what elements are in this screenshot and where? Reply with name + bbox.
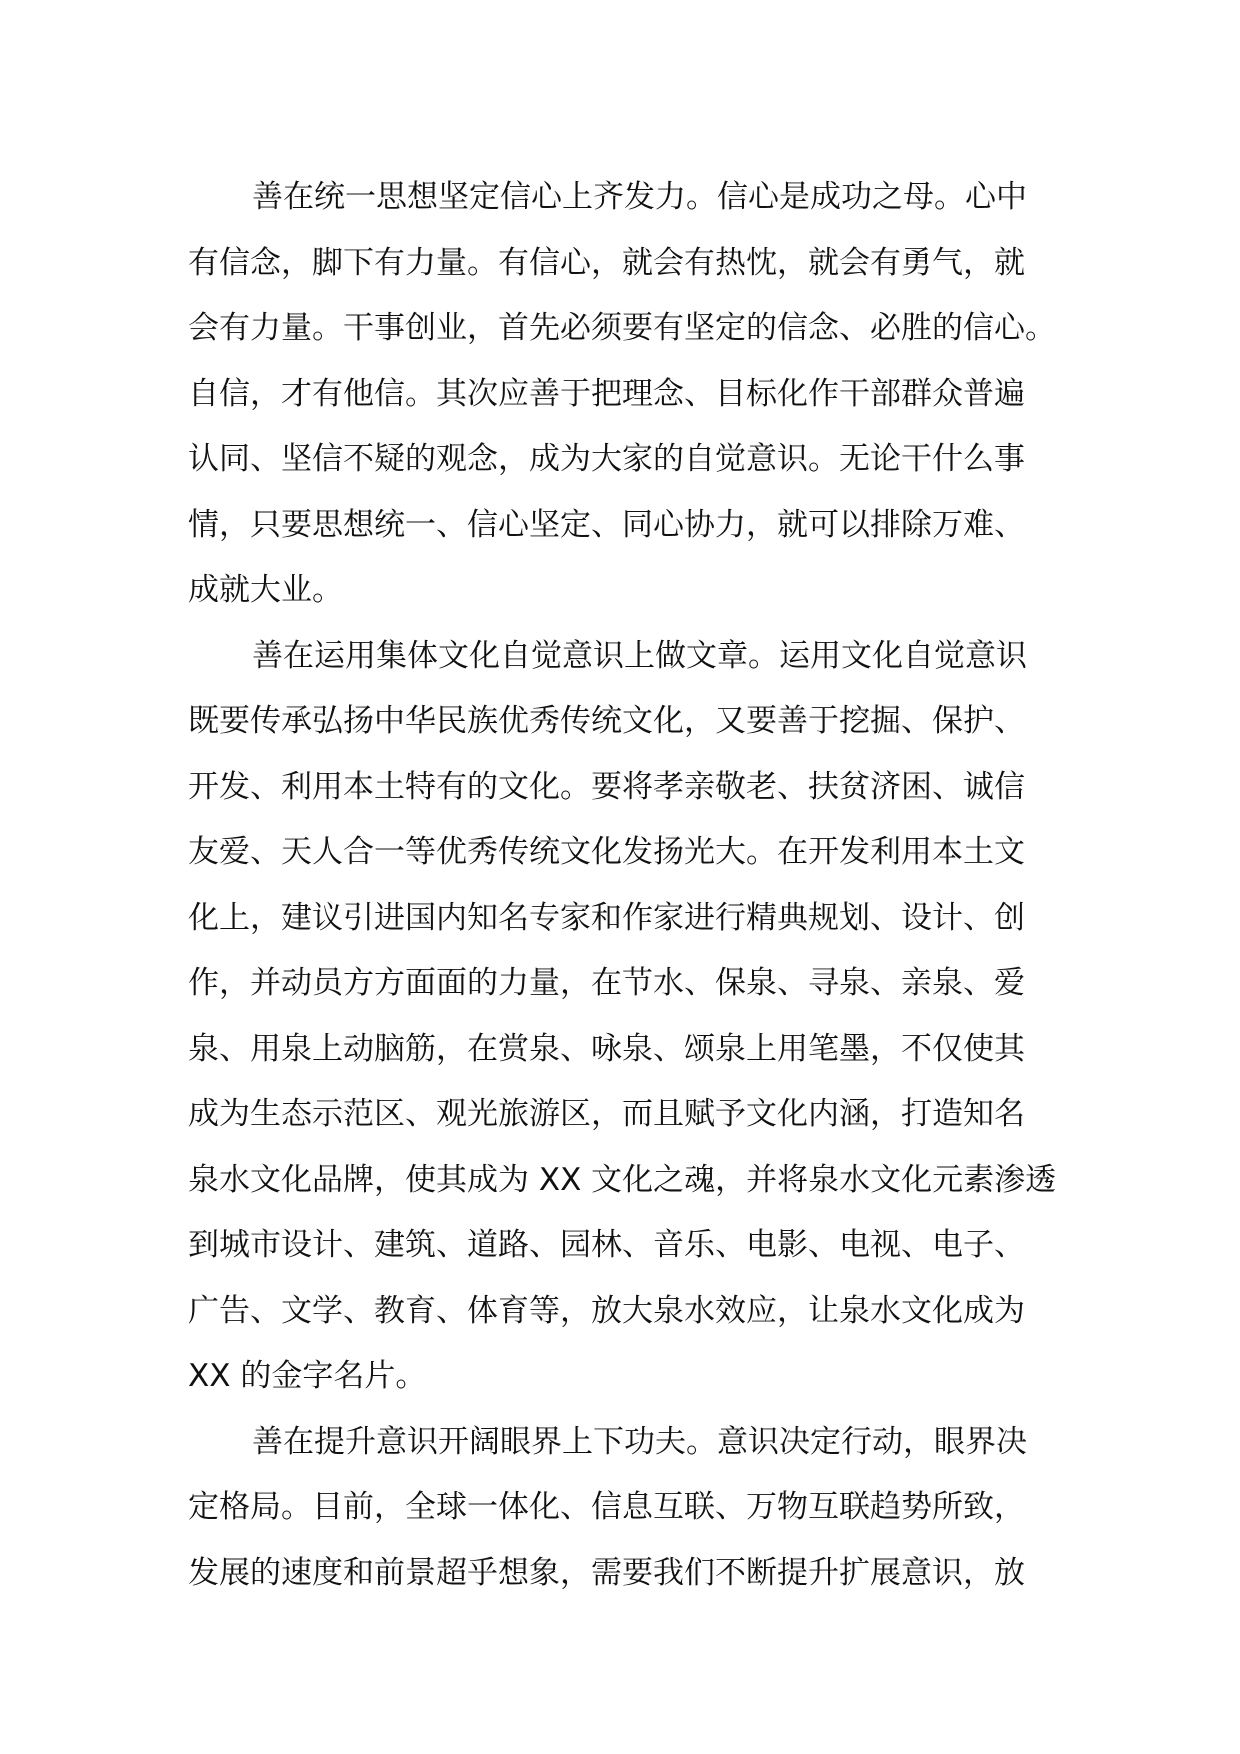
text-line: 广告、文学、教育、体育等，放大泉水效应，让泉水文化成为 [188, 1292, 1025, 1329]
paragraph-unify-thought [188, 165, 1068, 624]
text-line: 认同、坚信不疑的观念，成为大家的自觉意识。无论干什么事 [188, 441, 1025, 477]
text-line: 到城市设计、建筑、道路、园林、音乐、电影、电视、电子、 [188, 1227, 1025, 1263]
text-line: 成为生态示范区、观光旅游区，而且赋予文化内涵，打造知名 [188, 1096, 1025, 1132]
text-line: 化上，建议引进国内知名专家和作家进行精典规划、设计、创 [188, 899, 1025, 936]
text-line: 开发、利用本土特有的文化。要将孝亲敬老、扶贫济困、诚信 [188, 768, 1025, 805]
paragraph-broaden-vision [188, 1410, 1068, 1607]
paragraph-culture-awareness [188, 624, 1068, 1410]
text-line: 定格局。目前，全球一体化、信息互联、万物互联趋势所致， [188, 1489, 1025, 1525]
text-line: 善在提升意识开阔眼界上下功夫。意识决定行动，眼界决 [252, 1423, 1027, 1460]
text-line: 成就大业。 [188, 572, 343, 608]
document-body [188, 165, 1068, 1606]
text-line: 既要传承弘扬中华民族优秀传统文化，又要善于挖掘、保护、 [188, 703, 1025, 739]
text-line: 泉水文化品牌，使其成为 XX 文化之魂，并将泉水文化元素渗透 [188, 1161, 1057, 1198]
text-line: 泉、用泉上动脑筋，在赏泉、咏泉、颂泉上用笔墨，不仅使其 [188, 1030, 1025, 1067]
text-line: XX 的金字名片。 [188, 1358, 427, 1394]
text-line: 作，并动员方方面面的力量，在节水、保泉、寻泉、亲泉、爱 [188, 965, 1025, 1001]
text-line: 自信，才有他信。其次应善于把理念、目标化作干部群众普遍 [188, 375, 1025, 412]
text-line: 会有力量。干事创业，首先必须要有坚定的信念、必胜的信心。 [188, 310, 1056, 346]
text-line: 善在统一思想坚定信心上齐发力。信心是成功之母。心中 [252, 179, 1027, 215]
text-line: 发展的速度和前景超乎想象，需要我们不断提升扩展意识，放 [188, 1554, 1025, 1591]
text-line: 情，只要思想统一、信心坚定、同心协力，就可以排除万难、 [188, 506, 1025, 543]
text-line: 善在运用集体文化自觉意识上做文章。运用文化自觉意识 [252, 637, 1027, 674]
text-line: 友爱、天人合一等优秀传统文化发扬光大。在开发利用本土文 [188, 834, 1025, 870]
text-line: 有信念，脚下有力量。有信心，就会有热忱，就会有勇气，就 [188, 244, 1025, 281]
